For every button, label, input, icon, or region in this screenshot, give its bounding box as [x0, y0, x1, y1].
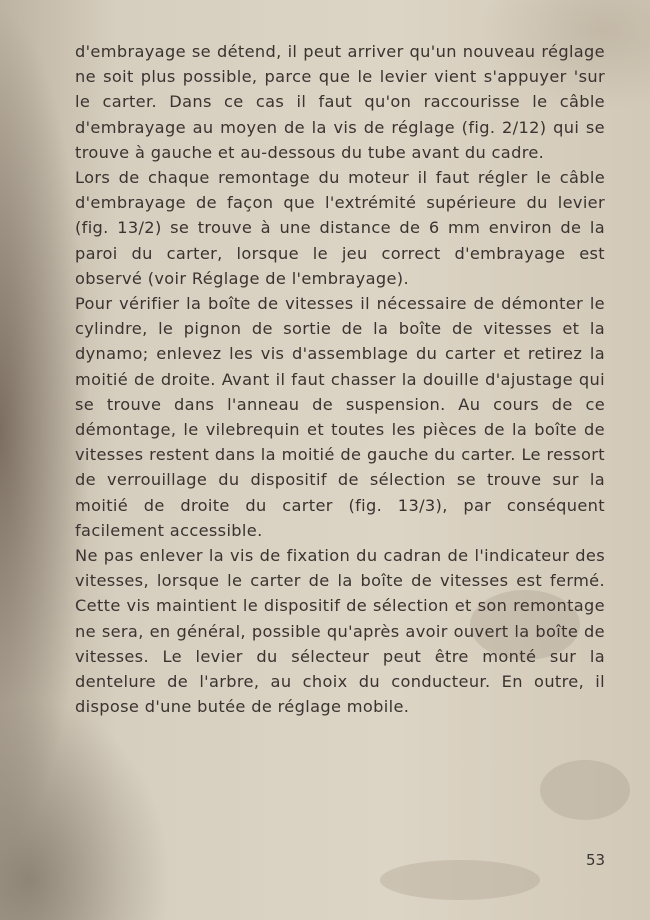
paragraph: Pour vérifier la boîte de vitesses il nécessaire de démonter le cylindre, le pignon de sortie de la boîte de vitesses et la dynamo; enlevez les vis d'assemblage du carter et retirez la moitié de droite. Avant il faut chasser la douille d'ajustage qui se trouve dans l'anneau de suspension. Au cours de ce démontage, le vilebrequin et toutes les pièces de la boîte de vitesses restent dans la moitié de gauche du carter. Le ressort de verrouillage du dispositif de sélection se trouve sur la moitié de droite du carter (fig. 13/3), par conséquent facilement accessible.	[75, 294, 605, 540]
page-stain	[380, 860, 540, 900]
paragraph: Ne pas enlever la vis de fixation du cadran de l'indicateur des vitesses, lorsque le carter de la boîte de vitesses est fermé. Cette vis maintient le dispositif de sélection et son remontage ne sera, en général, possible qu'après avoir ouvert la boîte de vitesses. Le levier du sélecteur peut être monté sur la dentelure de l'arbre, au choix du conducteur. En outre, il dispose d'une butée de réglage mobile.	[75, 546, 605, 717]
paragraph: d'embrayage se détend, il peut arriver qu'un nouveau réglage ne soit plus possible, parce que le levier vient s'appuyer 'sur le carter. Dans ce cas il faut qu'on raccourisse le câble d'embrayage au moyen de la vis de réglage (fig. 2/12) qui se trouve à gauche et au-dessous du tube avant du cadre.	[75, 42, 605, 162]
body-text	[75, 39, 605, 719]
paragraph: Lors de chaque remontage du moteur il faut régler le câble d'embrayage de façon que l'extrémité supérieure du levier (fig. 13/2) se trouve à une distance de 6 mm environ de la paroi du carter, lorsque le jeu correct d'embrayage est observé (voir Réglage de l'embrayage).	[75, 168, 605, 288]
page-number: 53	[586, 851, 606, 869]
page-stain	[540, 760, 630, 820]
